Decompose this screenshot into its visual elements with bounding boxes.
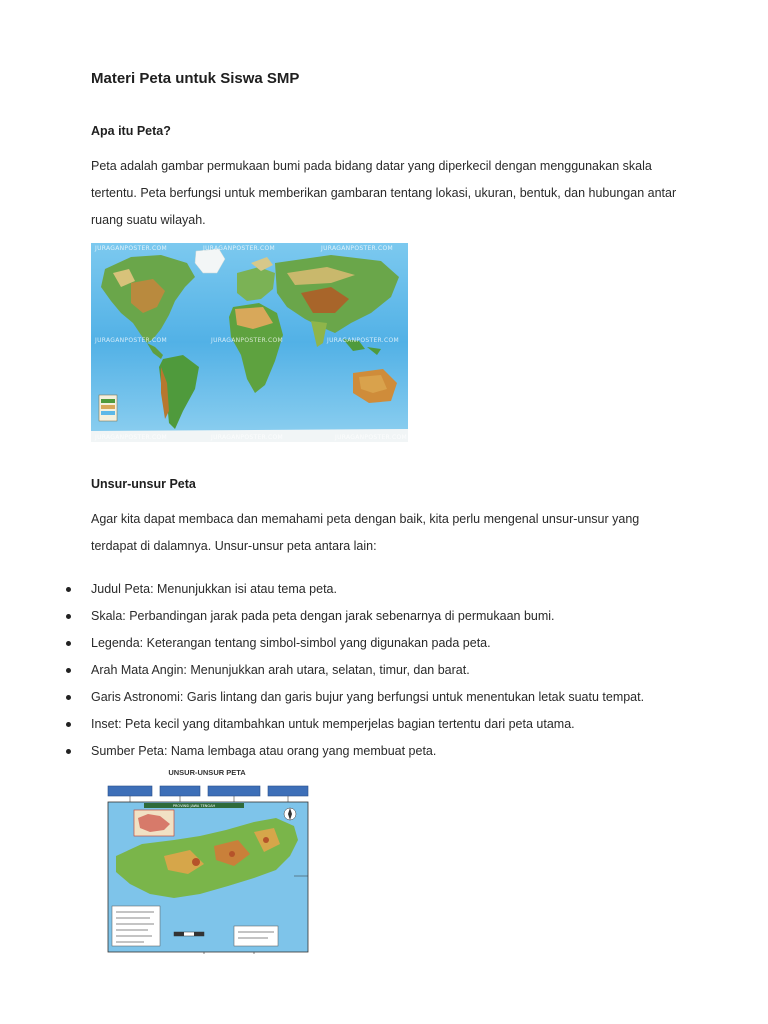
paragraph-line: terdapat di dalamnya. Unsur-unsur peta antara lain: (91, 539, 377, 553)
list-item (0, 576, 644, 603)
list-item (0, 711, 644, 738)
paragraph-line: ruang suatu wilayah. (91, 213, 206, 227)
world-map-watermark: JURAGANPOSTER.COM (203, 245, 275, 252)
world-map-watermark: JURAGANPOSTER.COM (211, 337, 283, 344)
bullet-icon (66, 749, 71, 754)
list-item (0, 684, 644, 711)
section-heading-unsur-unsur-peta: Unsur-unsur Peta (91, 477, 196, 491)
world-map-watermark: JURAGANPOSTER.COM (321, 245, 393, 252)
bullet-icon (66, 587, 71, 592)
section-heading-apa-itu-peta: Apa itu Peta? (91, 124, 171, 138)
list-item-text: Legenda: Keterangan tentang simbol-simbol yang digunakan pada peta. (91, 636, 491, 650)
world-map-watermark: JURAGANPOSTER.COM (335, 434, 407, 441)
list-item (0, 738, 644, 765)
bullet-icon (66, 695, 71, 700)
world-map-watermark: JURAGANPOSTER.COM (95, 337, 167, 344)
unsur-peta-diagram-image (104, 766, 311, 954)
list-item (0, 630, 644, 657)
list-item-text: Garis Astronomi: Garis lintang dan garis bujur yang berfungsi untuk menentukan letak suatu tempat. (91, 690, 645, 704)
diagram-title: UNSUR-UNSUR PETA (168, 768, 246, 777)
bullet-icon (66, 614, 71, 619)
world-map-watermark: JURAGANPOSTER.COM (327, 337, 399, 344)
world-map-watermark: JURAGANPOSTER.COM (95, 434, 167, 441)
list-item (0, 603, 644, 630)
list-item (0, 657, 644, 684)
paragraph-line: Agar kita dapat membaca dan memahami peta dengan baik, kita perlu mengenal unsur-unsur yang (91, 512, 640, 526)
list-item-text: Sumber Peta: Nama lembaga atau orang yang membuat peta. (91, 744, 437, 758)
bullet-icon (66, 722, 71, 727)
unsur-peta-list (0, 576, 644, 765)
paragraph-intro-unsur (91, 506, 701, 560)
paragraph-line: tertentu. Peta berfungsi untuk memberikan gambaran tentang lokasi, ukuran, bentuk, dan hubungan antar (91, 186, 677, 200)
diagram-map-title: PROVINSI JAWA TENGAH (172, 804, 216, 808)
world-map-watermark: JURAGANPOSTER.COM (211, 434, 283, 441)
list-item-text: Inset: Peta kecil yang ditambahkan untuk memperjelas bagian tertentu dari peta utama. (91, 717, 575, 731)
world-map-watermark: JURAGANPOSTER.COM (95, 245, 167, 252)
list-item-text: Arah Mata Angin: Menunjukkan arah utara, selatan, timur, dan barat. (91, 663, 470, 677)
list-item-text: Skala: Perbandingan jarak pada peta dengan jarak sebenarnya di permukaan bumi. (91, 609, 555, 623)
world-map-image (91, 243, 408, 442)
list-item-text: Judul Peta: Menunjukkan isi atau tema peta. (91, 582, 337, 596)
bullet-icon (66, 641, 71, 646)
bullet-icon (66, 668, 71, 673)
paragraph-line: Peta adalah gambar permukaan bumi pada bidang datar yang diperkecil dengan menggunakan skala (91, 159, 652, 173)
paragraph-definition (91, 153, 701, 234)
document-title: Materi Peta untuk Siswa SMP (91, 70, 300, 87)
